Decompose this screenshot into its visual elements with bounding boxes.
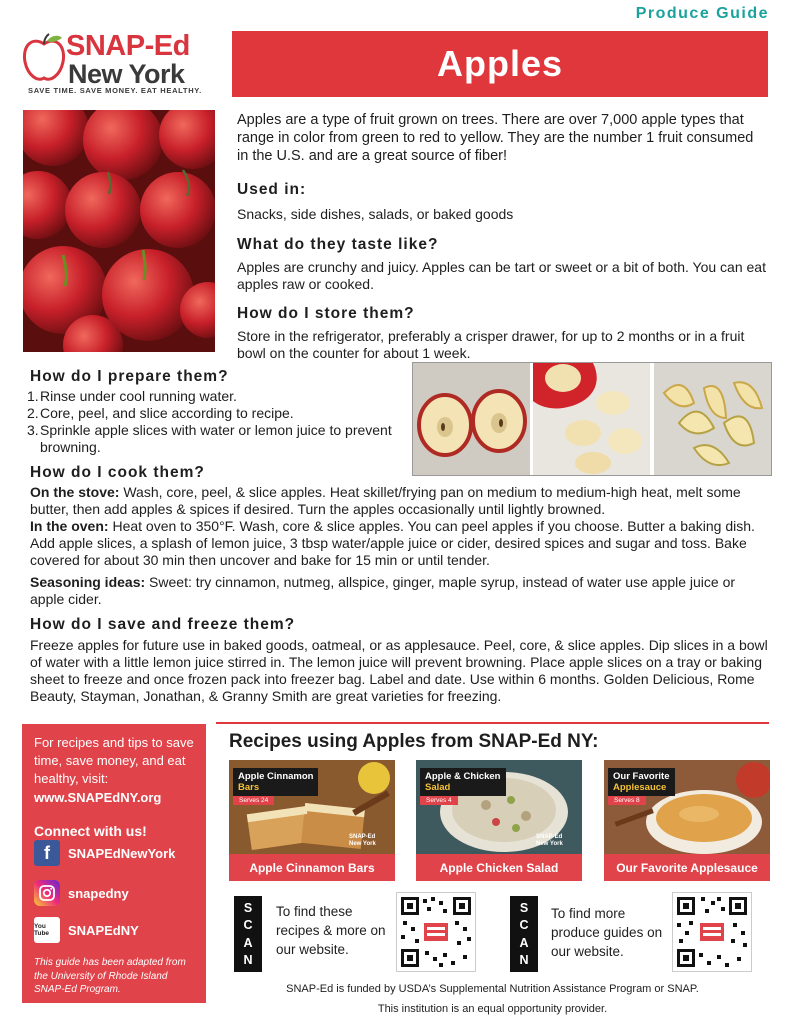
logo-snap-ed-text: SNAP-Ed [66,30,190,62]
produce-guide-label: Produce Guide [635,5,769,22]
recipe-label: Our Favorite Applesauce [604,854,770,881]
scan-guides-text: To find more produce guides on our website. [551,906,663,959]
sidebar-intro: For recipes and tips to save time, save money, and eat healthy, visit: [34,735,194,786]
instagram-link[interactable] [34,880,129,906]
intro-text: Apples are a type of fruit grown on trees. There are over 7,000 apple types that range in color from green to red to yellow. They are the number 1 fruit consumed in the U.S. and are a great source of fiber! [237,112,754,164]
store-heading: How do I store them? [237,305,415,322]
logo-tagline: SAVE TIME. SAVE MONEY. EAT HEALTHY. [28,86,202,95]
apple-logo-icon [22,32,66,82]
prepare-heading: How do I prepare them? [30,368,229,385]
facebook-handle: SNAPEdNewYork [68,845,176,861]
used-in-text: Snacks, side dishes, salads, or baked goods [237,206,514,222]
intro-section [237,111,767,362]
sidebar [22,724,206,1003]
recipe-label: Apple Chicken Salad [416,854,582,881]
equal-opportunity-statement: This institution is an equal opportunity provider. [377,1003,608,1015]
prepare-steps [27,388,400,456]
applesauce-photo [604,760,770,854]
cook-heading: How do I cook them? [30,464,205,481]
connect-heading: Connect with us! [34,823,147,839]
website-link[interactable]: www.SNAPEdNY.org [34,790,162,805]
instagram-icon [34,880,60,906]
used-in-heading: Used in: [237,181,307,198]
freeze-text: Freeze apples for future use in baked goods, oatmeal, or as applesauce. Peel, core, & slice apples. Dip slices in a bowl of water with a little lemon juice stirred in. The lemon juice will prevent browning. Place apple slices on a tray or baking sheet to freeze and once frozen pack into freezer bag. Label and date. Use within 6 months. Golden Delicious, Rome Beauty, Stayman, Jonathan, & Granny Smith are great varieties for freezing. [30,637,768,704]
recipe-label: Apple Cinnamon Bars [229,854,395,881]
apples-photo [23,110,215,352]
guides-qr-code[interactable] [672,892,752,972]
freeze-heading: How do I save and freeze them? [30,616,296,633]
cored-apple-photo [533,363,650,475]
snap-ed-logo[interactable] [22,30,222,98]
youtube-icon [34,917,60,943]
scan-strip: S C A N [510,896,538,972]
serves-badge: Serves 8 [608,796,646,805]
youtube-handle: SNAPEdNY [68,922,139,938]
prep-photos [412,362,772,476]
stove-text: On the stove: Wash, core, peel, & slice apples. Heat skillet/frying pan on medium to medium-high heat, melt some butter, then add apples & spices if desired. Turn the apples occasionally until lightly browned. [30,484,741,517]
youtube-link[interactable] [34,917,139,943]
store-text: Store in the refrigerator, preferably a crisper drawer, for up to 2 months or in a fruit bowl on the counter for about 1 week. [237,328,745,361]
halved-apple-photo [413,363,530,475]
apple-chicken-salad-photo [416,760,582,854]
recipe-card[interactable] [416,760,582,881]
recipe-card[interactable] [229,760,395,881]
scan-strip: S C A N [234,896,262,972]
logo-new-york-text: New York [68,59,185,89]
youtube-icon-text: You Tube [34,923,50,937]
recipe-card[interactable] [604,760,770,881]
prepare-section [27,368,400,456]
recipe-tag: Apple & Chicken Salad [420,768,506,796]
snap-ed-watermark: SNAP-Ed New York [349,834,376,847]
page-title: Apples [436,43,564,84]
serves-badge: Serves 4 [420,796,458,805]
taste-text: Apples are crunchy and juicy. Apples can be tart or sweet or a bit of both. You can eat apples raw or cooked. [237,259,766,292]
serves-badge: Serves 24 [233,796,274,805]
recipes-qr-code[interactable] [396,892,476,972]
sliced-apple-photo [654,363,771,475]
facebook-link[interactable] [34,840,175,866]
section-divider [216,722,769,724]
seasoning-text: Seasoning ideas: Sweet: try cinnamon, nutmeg, allspice, ginger, maple syrup, instead of water use apple juice or apple cider. [30,574,736,607]
prepare-step: 3. Sprinkle apple slices with water or lemon juice to prevent browning. [27,422,392,455]
funding-statement: SNAP-Ed is funded by USDA’s Supplemental Nutrition Assistance Program or SNAP. [286,983,699,995]
oven-text: In the oven: Heat oven to 350°F. Wash, core & slice apples. You can peel apples if you choose. Butter a baking dish. Add apple slices, a splash of lemon juice, 3 tbsp water/apple juice or cider, desired spices and sugar and toss. Bake covered for about 30 min then uncover and bake for 15 min or until tender. [30,518,755,568]
recipe-tag: Apple Cinnamon Bars [233,768,318,796]
recipes-heading: Recipes using Apples from SNAP-Ed NY: [229,731,599,752]
instagram-handle: snapedny [68,885,129,901]
scan-recipes-text: To find these recipes & more on our website. [276,904,386,957]
adapted-note: This guide has been adapted from the University of Rhode Island SNAP-Ed Program. [34,957,186,995]
apple-cinnamon-bars-photo [229,760,395,854]
snap-ed-watermark: SNAP-Ed New York [536,834,563,847]
facebook-icon: f [34,840,60,866]
recipe-tag: Our Favorite Applesauce [608,768,675,796]
taste-heading: What do they taste like? [237,236,439,253]
title-banner [232,31,768,97]
prepare-step: 1. Rinse under cool running water. [27,388,237,404]
cook-section [30,464,770,705]
prepare-step: 2. Core, peel, and slice according to recipe. [27,405,294,421]
